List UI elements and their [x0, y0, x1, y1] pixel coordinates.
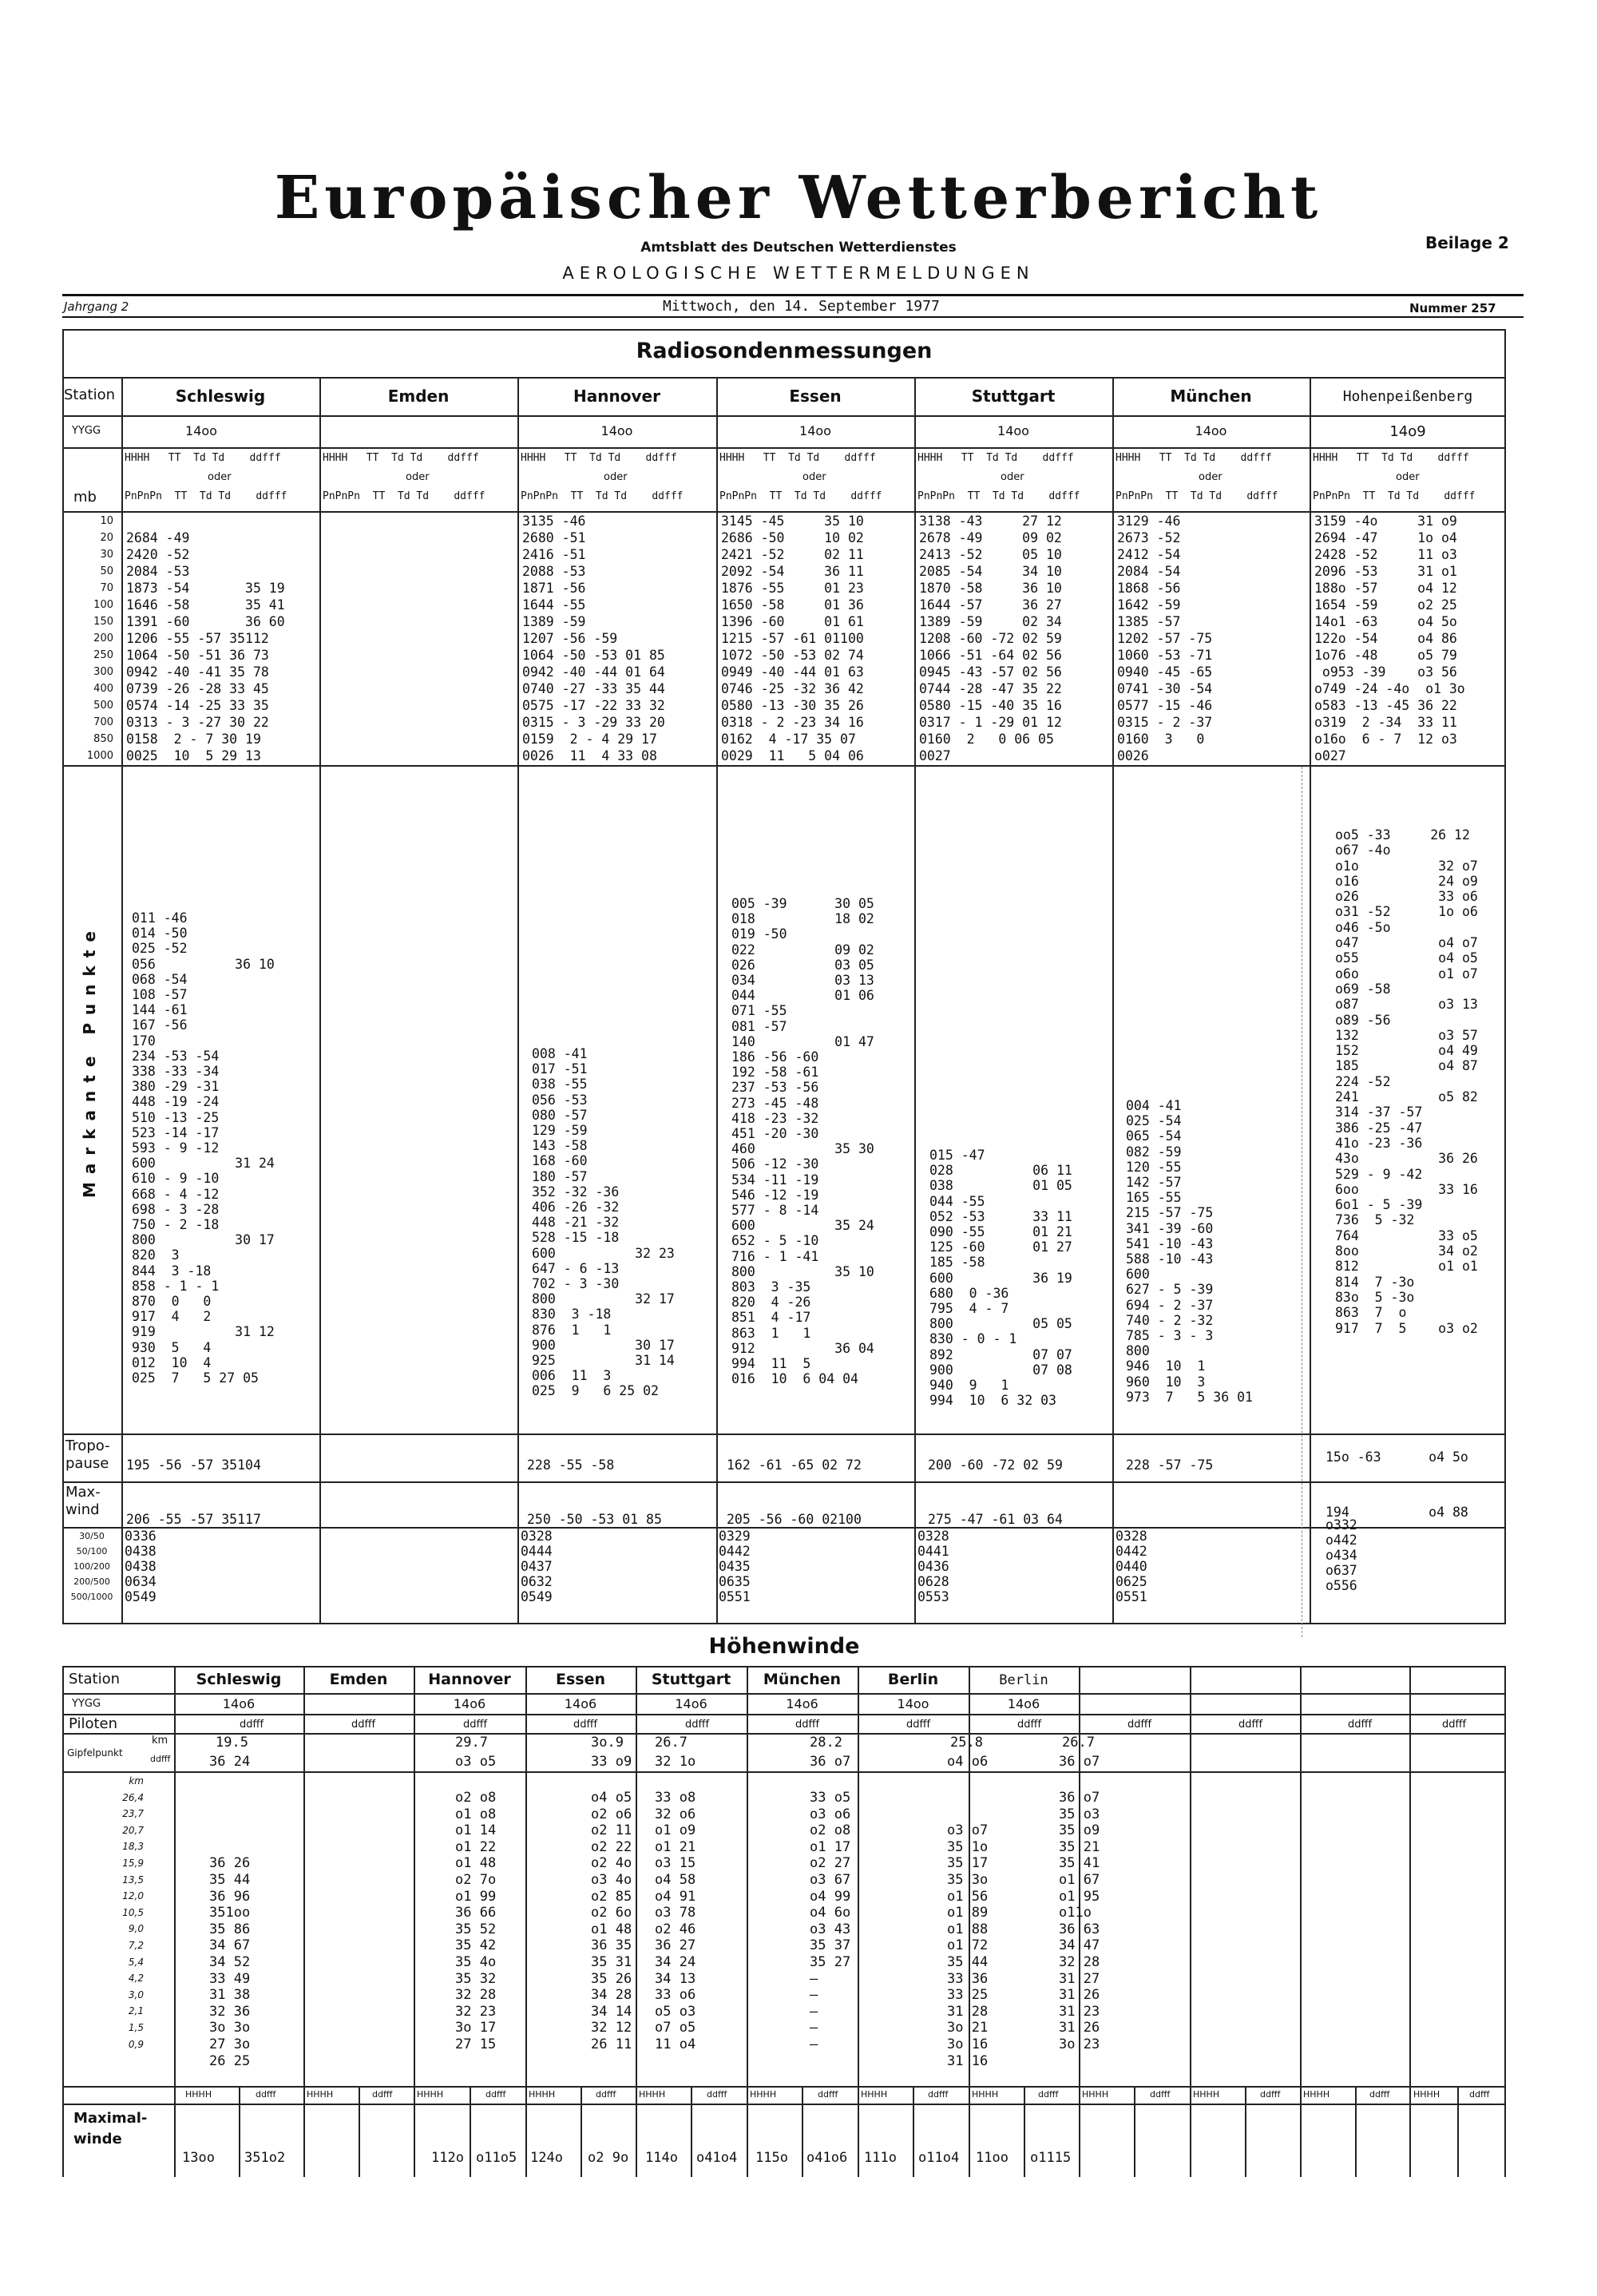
col-head-oder: oder [1199, 471, 1223, 483]
hhhh-label: HHHH [1303, 2089, 1330, 2100]
time-hannover: 14oo [600, 423, 633, 438]
wind-station-hannover: Hannover [428, 1671, 511, 1688]
wind-station-berlin-2: Berlin [999, 1672, 1048, 1688]
col-head-2: PnPnPn TT Td Td ddfff [1313, 490, 1476, 502]
max-dd: o11o5 [476, 2150, 517, 2166]
ddfff-label: ddfff [1150, 2089, 1171, 2100]
wind-time: 14o6 [453, 1696, 486, 1711]
issue-number: Nummer 257 [1409, 301, 1496, 315]
time-muenchen: 14oo [1195, 423, 1227, 438]
thick-label: 50/100 [76, 1546, 108, 1556]
col-head-oder: oder [802, 471, 826, 483]
gipfel-dd: 32 1o [655, 1754, 696, 1770]
ddfff-label: ddfff [351, 1719, 376, 1731]
thick-label: 100/200 [73, 1561, 110, 1572]
col-head-1: HHHH TT Td Td ddfff [323, 452, 479, 464]
subtitle: Amtsblatt des Deutschen Wetterdienstes [640, 240, 957, 256]
wind-station-stuttgart: Stuttgart [651, 1671, 731, 1688]
gipfel-km: 29.7 [455, 1735, 488, 1751]
col-head-oder: oder [208, 471, 232, 483]
gipfel-dd: 36 o7 [1059, 1754, 1100, 1770]
level: 1000 [86, 750, 113, 762]
col-head-1: HHHH TT Td Td ddfff [1116, 452, 1272, 464]
wind-col-hannover: o2 o8 o1 o8 o1 14 o1 22 o1 48 o2 7o o1 99 36 66 35 52 35 42 35 4o 35 32 32 28 32 23 3o 17 27 15 [455, 1790, 497, 2052]
col-head-1: HHHH TT Td Td ddfff [917, 452, 1074, 464]
hhhh-label: HHHH [529, 2089, 556, 2100]
station-essen: Essen [789, 387, 842, 406]
header-rule-2 [62, 316, 1524, 318]
max-dd: o11o4 [918, 2150, 960, 2166]
ddfff-label: ddfff [596, 2089, 616, 2100]
level: 100 [93, 599, 113, 611]
max-hhhh: 11oo [976, 2150, 1009, 2166]
wind-level: 9,0 [128, 1923, 144, 1935]
gipfel-dd: o4 o6 [947, 1754, 989, 1770]
sig-muenchen: 004 -41 025 -54 065 -54 082 -59 120 -55 142 -57 165 -55 215 -57 -75 341 -39 -60 541 -10 -43 588 -10 -43 600 627 - 5 -39 694 - 2 -37 740 - 2 -32 785 - 3 - 3 800 946 10 1 960 10 3 973 7 5 36 01 [1126, 1098, 1253, 1405]
wind-time: 14oo [897, 1696, 929, 1711]
level: 300 [93, 666, 113, 678]
station-label: Station [64, 387, 115, 403]
thick-hohenpeissenberg: o332 o442 o434 o637 o556 [1326, 1517, 1357, 1593]
hhhh-label: HHHH [185, 2089, 212, 2100]
hhhh-label: HHHH [1082, 2089, 1109, 2100]
ddfff-label: ddfff [463, 1719, 488, 1731]
wind-level: 1,5 [128, 2021, 144, 2033]
std-hohenpeissenberg: 3159 -4o 31 o9 2694 -47 1o o4 2428 -52 11 o3 2096 -53 31 o1 188o -57 o4 12 1654 -59 o2 25 14o1 -63 o4 5o 122o -54 o4 86 1o76 -48 o5 79 o953 -39 o3 56 o749 -24 -4o o1 3o o583 -13 -45 36 22 o319 2 -34 33 11 o16o 6 - 7 12 o3 o027 [1314, 514, 1465, 763]
trop-stuttgart: 200 -60 -72 02 59 [928, 1457, 1063, 1473]
col-head-1: HHHH TT Td Td ddfff [125, 452, 281, 464]
std-hannover: 3135 -46 2680 -51 2416 -51 2088 -53 1871 -56 1644 -55 1389 -59 1207 -56 -59 1064 -50 -53 01 85 0942 -40 -44 01 64 0740 -27 -33 35 44 0575 -17 -22 33 32 0315 - 3 -29 33 20 0159 2 - 4 29 17 0026 11 4 33 08 [522, 514, 665, 763]
hhhh-label: HHHH [1413, 2089, 1440, 2100]
hhhh-label: HHHH [972, 2089, 999, 2100]
station-emden: Emden [387, 387, 450, 406]
level: 400 [93, 683, 113, 695]
wind-level: 12,0 [122, 1890, 144, 1902]
sig-points-label: Markante Punkte [80, 923, 99, 1198]
ddfff-label: ddfff [818, 2089, 838, 2100]
ddfff-label: ddfff [1238, 1719, 1263, 1731]
max-hhhh: 114o [645, 2150, 678, 2166]
ddfff-label: ddfff [1038, 2089, 1059, 2100]
thick-essen: 0329 0442 0435 0635 0551 [719, 1529, 751, 1604]
max-hhhh: 124o [530, 2150, 563, 2166]
wind-col-stuttgart: 33 o8 32 o6 o1 o9 o1 21 o3 15 o4 58 o4 91 o3 78 o2 46 36 27 34 24 34 13 33 o6 o5 o3 o7 o5 11 o4 [655, 1790, 696, 2052]
col-head-2: PnPnPn TT Td Td ddfff [521, 490, 684, 502]
section-title: AEROLOGISCHE WETTERMELDUNGEN [562, 264, 1035, 283]
col-head-2: PnPnPn TT Td Td ddfff [719, 490, 882, 502]
wind-level: 26,4 [122, 1791, 144, 1803]
wind-time: 14o6 [1007, 1696, 1040, 1711]
wind-col-schleswig: 36 26 35 44 36 96 351oo 35 86 34 67 34 52 33 49 31 38 32 36 3o 3o 27 3o 26 25 [209, 1855, 251, 2069]
wind-levels [64, 1773, 144, 2052]
wind-level: 18,3 [122, 1841, 144, 1853]
wind-col-essen: o4 o5 o2 o6 o2 11 o2 22 o2 4o o3 4o o2 85 o2 6o o1 48 36 35 35 31 35 26 34 28 34 14 32 12 26 11 [591, 1790, 632, 2052]
piloten-label: Piloten [69, 1715, 118, 1732]
gipfel-label: Gipfelpunkt [67, 1747, 123, 1759]
station-schleswig: Schleswig [175, 387, 266, 406]
thickness-labels [64, 1529, 120, 1604]
max-hhhh: 115o [755, 2150, 788, 2166]
maxwind-label: Max- wind [65, 1484, 101, 1518]
gipfel-km: 3o.9 [591, 1735, 624, 1751]
col-head-2: PnPnPn TT Td Td ddfff [917, 490, 1080, 502]
maxwinde-label: Maximal- winde [73, 2110, 148, 2147]
hhhh-label: HHHH [1193, 2089, 1220, 2100]
wind-station-schleswig: Schleswig [196, 1671, 282, 1688]
ddfff-label: ddfff [1017, 1719, 1042, 1731]
col-head-oder: oder [1001, 471, 1024, 483]
trop-schleswig: 195 -56 -57 35104 [126, 1457, 261, 1473]
max-dd: o41o4 [696, 2150, 738, 2166]
sig-essen: 005 -39 30 05 018 18 02 019 -50 022 09 02 026 03 05 034 03 13 044 01 06 071 -55 081 -57 140 01 47 186 -56 -60 192 -58 -61 237 -53 -56 273 -45 -48 418 -23 -32 451 -20 -30 460 35 30 506 -12 -30 534 -11 -19 546 -12 -19 577 - 8 -14 600 35 24 652 - 5 -10 716 - 1 -41 800 35 10 803 3 -35 820 4 -26 851 4 -17 863 1 1 912 36 04 994 11 5 016 10 6 04 04 [731, 896, 874, 1387]
wind-col-berlin: o3 o7 35 1o 35 17 35 3o o1 56 o1 89 o1 88 o1 72 35 44 33 36 33 25 31 28 3o 21 3o 16 31 16 [947, 1822, 989, 2069]
wind-col-muenchen: 33 o5 o3 o6 o2 o8 o1 17 o2 27 o3 67 o4 99 o4 6o o3 43 35 37 35 27 — — — — — [810, 1790, 851, 2052]
wind-level: 0,9 [128, 2038, 144, 2050]
gipfel-km: 26.7 [655, 1735, 688, 1751]
level: 700 [93, 716, 113, 728]
wind-level: 5,4 [128, 1956, 144, 1968]
mb-label: mb [73, 489, 97, 506]
station-muenchen: München [1170, 387, 1252, 406]
gipfel-km-label: km [152, 1735, 168, 1747]
col-head-1: HHHH TT Td Td ddfff [719, 452, 876, 464]
max-dd: o41o6 [806, 2150, 848, 2166]
hhhh-label: HHHH [307, 2089, 334, 2100]
thick-label: 30/50 [79, 1531, 105, 1541]
radiosonde-title: Radiosondenmessungen [636, 339, 933, 363]
std-stuttgart: 3138 -43 27 12 2678 -49 09 02 2413 -52 05 10 2085 -54 34 10 1870 -58 36 10 1644 -57 36 27 1389 -59 02 34 1208 -60 -72 02 59 1066 -51 -64 02 56 0945 -43 -57 02 56 0744 -28 -47 35 22 0580 -15 -40 35 16 0317 - 1 -29 01 12 0160 2 0 06 05 0027 [919, 514, 1062, 763]
ddfff-label: ddfff [707, 2089, 727, 2100]
col-head-oder: oder [604, 471, 628, 483]
wind-level: 7,2 [128, 1939, 144, 1951]
ddfff-label: ddfff [1369, 2089, 1390, 2100]
level: 20 [100, 532, 113, 544]
ddfff-label: ddfff [372, 2089, 393, 2100]
level: 850 [93, 733, 113, 745]
level: 30 [100, 549, 113, 561]
gipfel-km: 28.2 [810, 1735, 842, 1751]
hhhh-label: HHHH [861, 2089, 888, 2100]
station-stuttgart: Stuttgart [971, 387, 1056, 406]
wind-level: km [129, 1775, 144, 1786]
col-head-2: PnPnPn TT Td Td ddfff [1116, 490, 1278, 502]
thick-label: 200/500 [73, 1576, 110, 1587]
sig-stuttgart: 015 -47 028 06 11 038 01 05 044 -55 052 -53 33 11 090 -55 01 21 125 -60 01 27 185 -58 600 36 19 680 0 -36 795 4 - 7 800 05 05 830 - 0 - 1 892 07 07 900 07 08 940 9 1 994 10 6 32 03 [929, 1148, 1072, 1409]
sig-hannover: 008 -41 017 -51 038 -55 056 -53 080 -57 129 -59 143 -58 168 -60 180 -57 352 -32 -36 406 -26 -32 448 -21 -32 528 -15 -18 600 32 23 647 - 6 -13 702 - 3 -30 800 32 17 830 3 -18 876 1 1 900 30 17 925 31 14 006 11 3 025 9 6 25 02 [532, 1046, 675, 1399]
time-essen: 14oo [799, 423, 831, 438]
wind-time: 14o6 [675, 1696, 707, 1711]
wind-time: 14o6 [222, 1696, 256, 1711]
time-stuttgart: 14oo [997, 423, 1029, 438]
time-schleswig: 14oo [185, 423, 217, 438]
max-dd: o1115 [1030, 2150, 1072, 2166]
time-hohenpeissenberg: 14o9 [1389, 423, 1426, 440]
max-hhhh: 111o [864, 2150, 897, 2166]
hhhh-label: HHHH [639, 2089, 666, 2100]
gipfel-dd-label: ddfff [150, 1754, 171, 1764]
gipfel-dd: 36 24 [209, 1754, 251, 1770]
ddfff-label: ddfff [256, 2089, 276, 2100]
maxw-hannover: 250 -50 -53 01 85 [527, 1512, 662, 1527]
ddfff-label: ddfff [1469, 2089, 1490, 2100]
ddfff-label: ddfff [928, 2089, 949, 2100]
wind-yygg-label: YYGG [72, 1698, 101, 1710]
wind-level: 13,5 [122, 1874, 144, 1886]
col-head-1: HHHH TT Td Td ddfff [1313, 452, 1469, 464]
wind-station-muenchen: München [763, 1671, 842, 1688]
wind-level: 2,1 [128, 2005, 144, 2017]
level: 250 [93, 649, 113, 661]
date-label: Mittwoch, den 14. September 1977 [663, 298, 940, 315]
thick-stuttgart: 0328 0441 0436 0628 0553 [917, 1529, 949, 1604]
wind-time: 14o6 [564, 1696, 597, 1711]
wind-col-berlin-2: 36 o7 35 o3 35 o9 35 21 35 41 o1 67 o1 95 o11o 36 63 34 47 32 28 31 27 31 26 31 23 31 26 3o 23 [1059, 1790, 1100, 2052]
wind-level: 3,0 [128, 1989, 144, 2001]
max-hhhh: 112o [431, 2150, 464, 2166]
gipfel-km: 26.7 [1062, 1735, 1095, 1751]
wind-level: 15,9 [122, 1857, 144, 1869]
maxw-stuttgart: 275 -47 -61 03 64 [928, 1512, 1063, 1527]
gipfel-dd: 33 o9 [591, 1754, 632, 1770]
wind-station-essen: Essen [555, 1671, 605, 1688]
trop-hannover: 228 -55 -58 [527, 1457, 615, 1473]
std-schleswig: 2684 -49 2420 -52 2084 -53 1873 -54 35 19 1646 -58 35 41 1391 -60 36 60 1206 -55 -57 35112 1064 -50 -51 36 73 0942 -40 -41 35 78 0739 -26 -28 33 45 0574 -14 -25 33 35 0313 - 3 -27 30 22 0158 2 - 7 30 19 0025 10 5 29 13 [126, 530, 285, 763]
gipfel-dd: o3 o5 [455, 1754, 497, 1770]
gipfel-dd: 36 o7 [810, 1754, 851, 1770]
maxw-schleswig: 206 -55 -57 35117 [126, 1512, 261, 1527]
wind-station-berlin: Berlin [887, 1671, 939, 1688]
ddfff-label: ddfff [1348, 1719, 1373, 1731]
max-dd: 351o2 [244, 2150, 286, 2166]
level: 200 [93, 632, 113, 644]
volume-label: Jahrgang 2 [64, 299, 129, 314]
wind-level: 23,7 [122, 1808, 144, 1820]
level: 70 [100, 582, 113, 594]
ddfff-label: ddfff [1127, 1719, 1152, 1731]
supplement-label: Beilage 2 [1425, 233, 1509, 252]
maxw-hohenpeissenberg: 194 o4 88 [1326, 1505, 1468, 1520]
col-head-2: PnPnPn TT Td Td ddfff [125, 490, 287, 502]
thick-schleswig: 0336 0438 0438 0634 0549 [125, 1529, 157, 1604]
std-muenchen: 3129 -46 2673 -52 2412 -54 2084 -54 1868 -56 1642 -59 1385 -57 1202 -57 -75 1060 -53 -71 0940 -45 -65 0741 -30 -54 0577 -15 -46 0315 - 2 -37 0160 3 0 0026 [1117, 514, 1213, 763]
thick-label: 500/1000 [70, 1592, 113, 1602]
sig-schleswig: 011 -46 014 -50 025 -52 056 36 10 068 -54 108 -57 144 -61 167 -56 170 234 -53 -54 338 -33 -34 380 -29 -31 448 -19 -24 510 -13 -25 523 -14 -17 593 - 9 -12 600 31 24 610 - 9 -10 668 - 4 -12 698 - 3 -28 750 - 2 -18 800 30 17 820 3 844 3 -18 858 - 1 - 1 870 0 0 917 4 2 919 31 12 930 5 4 012 10 4 025 7 5 27 05 [132, 910, 275, 1386]
trop-hohenpeissenberg: 15o -63 o4 5o [1326, 1449, 1468, 1465]
station-hohenpeissenberg: Hohenpeißenberg [1342, 388, 1473, 405]
col-head-oder: oder [406, 471, 430, 483]
wind-station-emden: Emden [329, 1671, 388, 1688]
level: 150 [93, 616, 113, 628]
wind-station-label: Station [69, 1671, 120, 1687]
max-hhhh: 13oo [182, 2150, 215, 2166]
ddfff-label: ddfff [1260, 2089, 1281, 2100]
ddfff-label: ddfff [795, 1719, 820, 1731]
gipfel-km: 25.8 [950, 1735, 983, 1751]
level: 10 [100, 515, 113, 527]
hhhh-label: HHHH [750, 2089, 777, 2100]
ddfff-label: ddfff [485, 2089, 506, 2100]
thick-hannover: 0328 0444 0437 0632 0549 [521, 1529, 553, 1604]
level: 50 [100, 565, 113, 577]
ddfff-label: ddfff [240, 1719, 264, 1731]
ddfff-label: ddfff [1442, 1719, 1467, 1731]
tropopause-label: Tropo- pause [65, 1437, 110, 1472]
wind-time: 14o6 [786, 1696, 818, 1711]
col-head-oder: oder [1396, 471, 1420, 483]
ddfff-label: ddfff [906, 1719, 931, 1731]
ddfff-label: ddfff [573, 1719, 598, 1731]
sig-hohenpeissenberg: oo5 -33 26 12 o67 -4o o1o 32 o7 o16 24 o9 o26 33 o6 o31 -52 1o o6 o46 -5o o47 o4 o7 o55 o4 o5 o6o o1 o7 o69 -58 o87 o3 13 o89 -56 132 o3 57 152 o4 49 185 o4 87 224 -52 241 o5 82 314 -37 -57 386 -25 -47 41o -23 -36 43o 36 26 529 - 9 -42 6oo 33 16 6o1 - 5 -39 736 5 -32 764 33 o5 8oo 34 o2 812 o1 o1 814 7 -3o 83o 5 -3o 863 7 o 917 7 5 o3 o2 [1335, 827, 1478, 1336]
col-head-1: HHHH TT Td Td ddfff [521, 452, 677, 464]
page-title: Europäischer Wetterbericht [274, 164, 1323, 232]
wind-level: 20,7 [122, 1824, 144, 1836]
maxw-essen: 205 -56 -60 02100 [727, 1512, 862, 1527]
header-rule [62, 294, 1524, 296]
ddfff-label: ddfff [685, 1719, 710, 1731]
thick-muenchen: 0328 0442 0440 0625 0551 [1116, 1529, 1147, 1604]
level: 500 [93, 700, 113, 712]
col-head-2: PnPnPn TT Td Td ddfff [323, 490, 485, 502]
trop-muenchen: 228 -57 -75 [1126, 1457, 1214, 1473]
wind-level: 4,2 [128, 1973, 144, 1985]
wind-level: 10,5 [122, 1906, 144, 1918]
hhhh-label: HHHH [417, 2089, 444, 2100]
station-hannover: Hannover [573, 387, 660, 406]
std-essen: 3145 -45 35 10 2686 -50 10 02 2421 -52 02 11 2092 -54 36 11 1876 -55 01 23 1650 -58 01 36 1396 -60 01 61 1215 -57 -61 01100 1072 -50 -53 02 74 0949 -40 -44 01 63 0746 -25 -32 36 42 0580 -13 -30 35 26 0318 - 2 -23 34 16 0162 4 -17 35 07 0029 11 5 04 06 [721, 514, 864, 763]
gipfel-km: 19.5 [216, 1735, 248, 1751]
winds-frame [62, 1666, 1506, 2177]
max-dd: o2 9o [588, 2150, 629, 2166]
winds-title: Höhenwinde [708, 1634, 860, 1659]
trop-essen: 162 -61 -65 02 72 [727, 1457, 862, 1473]
yygg-label: YYGG [72, 425, 101, 437]
pressure-levels [64, 513, 120, 764]
